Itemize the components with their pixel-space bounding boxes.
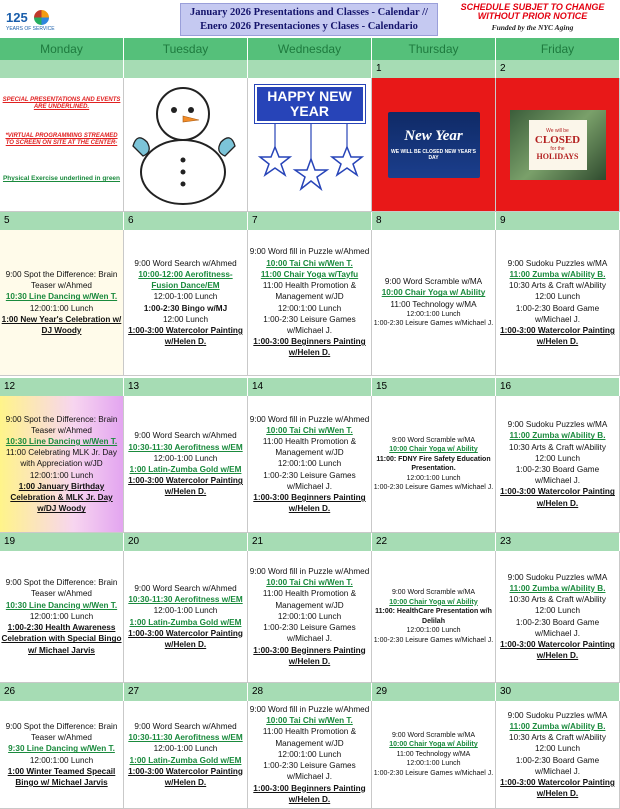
date-number: 22 — [372, 533, 496, 551]
activity-line: 1:00-3:00 Beginners Painting w/Helen D. — [253, 645, 366, 666]
activity-line: 11:00 Zumba w/Ability B. — [509, 583, 606, 593]
activity-line: 1:00-3:00 Watercolor Painting w/Helen D. — [128, 628, 243, 649]
day-cell — [0, 230, 124, 376]
activity-line: 9:00 Word Search w/Ahmed — [134, 431, 237, 441]
activity-line: 11:00 Health Promotion & Management w/JD — [262, 589, 357, 610]
weekday-tuesday: Tuesday — [124, 38, 248, 60]
week-4-date-row — [0, 533, 620, 551]
week-5-date-row — [0, 683, 620, 701]
activity-line: 1:00-3:00 Watercolor Painting w/Helen D. — [500, 777, 615, 799]
activity-line: 9:00 Word Search w/Ahmed — [134, 721, 237, 731]
week-2 — [0, 212, 620, 376]
activity-line: 12:00-1:00 Lunch — [153, 453, 218, 463]
activity-line: 9:00 Sudoku Puzzles w/MA — [507, 572, 608, 582]
day-cell — [372, 701, 496, 809]
activity-line: 9:00 Word fill in Puzzle w/Ahmed — [249, 705, 370, 715]
activity-line: 9:00 Sudoku Puzzles w/MA — [507, 710, 608, 720]
activity-line: 11:00: FDNY Fire Safety Education Presentation. — [376, 455, 491, 472]
new-year-card-subtitle: WE WILL BE CLOSED NEW YEAR'S DAY — [391, 149, 476, 161]
day-cell — [124, 551, 248, 683]
date-number: 29 — [372, 683, 496, 701]
day-cell — [0, 701, 124, 809]
week-3 — [0, 378, 620, 533]
logo-subtitle: YEARS OF SERVICE — [6, 26, 55, 32]
activity-line: 9:00 Word Scramble w/MA — [391, 436, 476, 444]
holidays-closed-card — [510, 110, 606, 180]
weekday-thursday: Thursday — [372, 38, 496, 60]
activity-line: 1:00-2:30 Leisure Games w/Michael J. — [263, 761, 356, 782]
activity-line: 9:00 Word Search w/Ahmed — [134, 258, 237, 268]
day-cell — [124, 396, 248, 533]
activity-line: 12:00:1:00 Lunch — [29, 611, 94, 621]
activity-line: 12:00:1:00 Lunch — [29, 470, 94, 480]
activity-line: 12:00:1:00 Lunch — [406, 760, 461, 768]
activity-line: 1:00-3:00 Beginners Painting w/Helen D. — [253, 783, 366, 804]
date-number: 1 — [372, 60, 496, 78]
date-number: 23 — [496, 533, 620, 551]
day-cell — [248, 551, 372, 683]
weekday-monday: Monday — [0, 38, 124, 60]
activity-line: 1:00-2:30 Leisure Games w/Michael J. — [373, 320, 494, 328]
date-number: 16 — [496, 378, 620, 396]
date-number: 27 — [124, 683, 248, 701]
activity-line: 9:00 Word Search w/Ahmed — [134, 583, 237, 593]
week-3-cells — [0, 396, 620, 533]
activity-line: 11:00 Health Promotion & Management w/JD — [262, 436, 357, 458]
notice-line-2: WITHOUT PRIOR NOTICE — [477, 11, 588, 21]
date-number — [0, 60, 124, 78]
activity-line: 12:00-1:00 Lunch — [153, 744, 218, 754]
date-number: 2 — [496, 60, 620, 78]
day-cell — [496, 230, 620, 376]
day-cell — [496, 396, 620, 533]
activity-line: 12:00-1:00 Lunch — [153, 292, 218, 302]
weekday-friday: Friday — [496, 38, 620, 60]
day-cell — [248, 701, 372, 809]
activity-line: 10:30 Arts & Craft w/Ability — [509, 733, 606, 743]
activity-line: 1:00 January Birthday Celebration & MLK Jr. Day w/DJ Woody — [10, 481, 113, 514]
activity-line: 12:00:1:00 Lunch — [406, 474, 461, 482]
activity-line: 11:00 Zumba w/Ability B. — [509, 269, 606, 279]
date-number: 21 — [248, 533, 372, 551]
activity-line: 9:00 Word Scramble w/MA — [391, 731, 476, 739]
activity-line: 9:00 Spot the Difference: Brain Teaser w/Ahmed — [5, 269, 118, 291]
date-number: 30 — [496, 683, 620, 701]
activity-line: 1:00-3:00 Watercolor Painting w/Helen D. — [128, 766, 243, 787]
date-number: 20 — [124, 533, 248, 551]
activity-line: 1:00-2:30 Leisure Games w/Michael J. — [373, 484, 494, 491]
activity-line: 12:00 Lunch — [534, 453, 581, 463]
day-cell — [372, 230, 496, 376]
activity-line: 11:00 Technology w/MA — [390, 299, 477, 309]
date-number: 19 — [0, 533, 124, 551]
hanging-stars-icon — [251, 123, 369, 203]
weekday-header — [0, 38, 620, 60]
snowman-cell — [124, 78, 248, 212]
activity-line: 10:00 Chair Yoga w/ Ability — [389, 741, 478, 749]
activity-line: 1:00-2:30 Leisure Games w/Michael J. — [373, 636, 494, 644]
activity-line: 11:00 Zumba w/Ability B. — [509, 431, 606, 441]
activity-line: 12:00:1:00 Lunch — [29, 303, 94, 313]
activity-line: 1:00-2:30 Board Game w/Michael J. — [515, 755, 600, 776]
date-number — [248, 60, 372, 78]
day-cell — [124, 701, 248, 809]
activity-line: 10:00 Chair Yoga w/ Ability — [389, 598, 478, 606]
activity-line: 9:00 Word Scramble w/MA — [391, 589, 476, 596]
activity-line: 12:00:1:00 Lunch — [406, 310, 461, 318]
weekday-wednesday: Wednesday — [248, 38, 372, 60]
week-1 — [0, 60, 620, 212]
new-years-day-closed-cell — [372, 78, 496, 212]
activity-line: 1:00 New Year's Celebration w/ DJ Woody — [1, 314, 122, 335]
activity-line: 10:30 Line Dancing w/Wen T. — [5, 600, 118, 610]
activity-line: 12:00-1:00 Lunch — [153, 606, 218, 616]
activity-line: 12:00:1:00 Lunch — [406, 627, 461, 634]
week-5 — [0, 683, 620, 809]
notice-line-1: SCHEDULE SUBJET TO CHANGE — [460, 2, 605, 12]
funding-note: Funded by the NYC Aging — [491, 23, 574, 32]
activity-line: 9:00 Sudoku Puzzles w/MA — [507, 258, 608, 268]
activity-line: 11:00: HealthCare Presentation w/h Delilah — [375, 608, 492, 625]
activity-line: 9:00 Word fill in Puzzle w/Ahmed — [249, 247, 370, 257]
day-cell — [372, 551, 496, 683]
date-number: 6 — [124, 212, 248, 230]
activity-line: 11:00 Health Promotion & Management w/JD — [262, 727, 357, 748]
activity-line: 1:00-2:30 Bingo w/MJ — [143, 303, 228, 313]
activity-line: 12:00 Lunch — [162, 314, 209, 324]
activity-line: 1:00-2:30 Leisure Games w/Michael J. — [373, 769, 494, 777]
activity-line: 1:00 Latin-Zumba Gold w/EM — [129, 465, 242, 474]
activity-line: 10:00 Tai Chi w/Wen T. — [266, 258, 353, 268]
activity-line: 10:00 Tai Chi w/Wen T. — [266, 716, 353, 726]
activity-line: 11:00 Celebrating MLK Jr. Day with Appreciation w/JD — [6, 448, 117, 469]
day-cell — [124, 230, 248, 376]
activity-line: 9:00 Spot the Difference: Brain Teaser w/Ahmed — [5, 578, 118, 599]
activity-line: 10:30 Arts & Craft w/Ability — [509, 281, 606, 291]
calendar-header — [0, 0, 620, 38]
activity-line: 1:00-3:00 Watercolor Painting w/Helen D. — [500, 487, 615, 508]
activity-line: 1:00-3:00 Beginners Painting w/Helen D. — [253, 337, 366, 358]
logo-emblem-icon — [34, 10, 49, 25]
activity-line: 1:00-3:00 Beginners Painting w/Helen D. — [253, 493, 366, 514]
activity-line: 9:00 Word fill in Puzzle w/Ahmed — [249, 567, 370, 577]
activity-line: 10:30 Line Dancing w/Wen T. — [5, 436, 118, 446]
date-number: 26 — [0, 683, 124, 701]
activity-line: 12:00:1:00 Lunch — [277, 303, 342, 313]
day-cell — [496, 551, 620, 683]
activity-line: 11:00 Technology w/MA — [396, 750, 471, 758]
week-1-date-row — [0, 60, 620, 78]
activity-line: 1:00-3:00 Watercolor Painting w/Helen D. — [128, 476, 243, 497]
activity-line: 1:00-3:00 Watercolor Painting w/Helen D. — [500, 325, 615, 347]
legend-physical-exercise: Physical Exercise underlined in green — [2, 175, 121, 182]
activity-line: 1:00-3:00 Watercolor Painting w/Helen D. — [500, 639, 615, 661]
activity-line: 1:00 Latin-Zumba Gold w/EM — [129, 617, 242, 627]
day-cell — [496, 701, 620, 809]
closed-sign-line-1: We will be — [546, 128, 569, 134]
activity-line: 10:00 Tai Chi w/Wen T. — [266, 578, 353, 588]
closed-sign-line-3: for the — [550, 146, 565, 152]
date-number: 28 — [248, 683, 372, 701]
closed-sign-line-4: HOLIDAYS — [536, 152, 579, 161]
activity-line: 9:00 Spot the Difference: Brain Teaser w/Ahmed — [5, 414, 118, 435]
activity-line: 1:00-2:30 Leisure Games w/Michael J. — [263, 314, 356, 335]
activity-line: 1:00-2:30 Board Game w/Michael J. — [515, 617, 600, 638]
legend-virtual: *VIRTUAL PROGRAMMING STREAMED TO SCREEN ON SITE AT THE CENTER- — [5, 133, 118, 146]
activity-line: 10:00 Chair Yoga w/ Ability — [389, 446, 478, 453]
activity-line: 12:00:1:00 Lunch — [277, 749, 342, 759]
activity-line: 9:00 Sudoku Puzzles w/MA — [507, 420, 608, 430]
day-cell — [0, 396, 124, 533]
activity-line: 1:00-2:30 Leisure Games w/Michael J. — [263, 470, 356, 491]
title-english: January 2026 Presentations and Classes - Calendar // — [190, 7, 428, 18]
closed-sign-line-2: CLOSED — [534, 134, 581, 146]
activity-line: 9:00 Word Scramble w/MA — [384, 277, 483, 287]
day-cell — [372, 396, 496, 533]
activity-line: 10:30-11:30 Aerofitness w/EM — [128, 595, 243, 605]
activity-line: 10:30-11:30 Aerofitness w/EM — [128, 733, 243, 743]
week-2-cells — [0, 230, 620, 376]
happy-new-year-cell — [248, 78, 372, 212]
activity-line: 9:30 Line Dancing w/Wen T. — [8, 744, 115, 754]
legend-cell — [0, 78, 124, 212]
activity-line: 10:00-12:00 Aerofitness- Fusion Dance/EM — [138, 269, 233, 291]
activity-line: 9:00 Spot the Difference: Brain Teaser w/Ahmed — [5, 721, 118, 743]
week-5-cells — [0, 701, 620, 809]
activity-line: 12:00:1:00 Lunch — [29, 755, 94, 765]
new-year-card-title: New Year — [404, 128, 463, 144]
activity-line: 1:00 Winter Teamed Specail Bingo w/ Michael Jarvis — [7, 766, 116, 787]
date-number: 7 — [248, 212, 372, 230]
activity-line: 10:30 Arts & Craft w/Ability — [509, 442, 606, 452]
activity-line: 12:00:1:00 Lunch — [277, 459, 342, 469]
date-number: 5 — [0, 212, 124, 230]
snowman-icon — [127, 80, 245, 210]
activity-line: 12:00 Lunch — [534, 606, 581, 616]
activity-line: 10:30-11:30 Aerofitness w/EM — [128, 442, 243, 452]
activity-line: 10:00 Chair Yoga w/ Ability — [381, 288, 486, 298]
date-number: 14 — [248, 378, 372, 396]
activity-line: 12:00:1:00 Lunch — [277, 611, 342, 621]
happy-new-year-banner: HAPPY NEW YEAR — [255, 85, 365, 123]
activity-line: 11:00 Health Promotion & Management w/JD — [262, 281, 357, 302]
week-3-date-row — [0, 378, 620, 396]
day-cell — [248, 396, 372, 533]
activity-line: 12:00 Lunch — [534, 744, 581, 754]
date-number: 9 — [496, 212, 620, 230]
activity-line: 1:00-2:30 Health Awareness Celebration with Special Bingo w/ Michael Jarvis — [1, 623, 122, 655]
holidays-closed-sign — [529, 120, 587, 170]
date-number: 12 — [0, 378, 124, 396]
week-4 — [0, 533, 620, 683]
activity-line: 11:00 Chair Yoga w/Tayfu — [260, 269, 359, 279]
week-1-cells — [0, 78, 620, 212]
organization-logo — [6, 4, 55, 36]
date-number: 8 — [372, 212, 496, 230]
activity-line: 10:30 Line Dancing w/Wen T. — [5, 292, 118, 302]
activity-line: 1:00 Latin-Zumba Gold w/EM — [129, 755, 242, 765]
legend-special-events: SPECIAL PRESENTATIONS AND EVENTS ARE UNDERLINED. — [2, 97, 121, 110]
date-number: 13 — [124, 378, 248, 396]
new-year-closed-card — [388, 112, 480, 178]
date-number: 15 — [372, 378, 496, 396]
day-cell — [0, 551, 124, 683]
week-4-cells — [0, 551, 620, 683]
activity-line: 10:00 Tai Chi w/Wen T. — [266, 425, 353, 435]
activity-line: 1:00-2:30 Leisure Games w/Michael J. — [263, 623, 356, 644]
calendar-title — [180, 3, 438, 36]
activity-line: 10:30 Arts & Craft w/Ability — [509, 595, 606, 605]
schedule-notice — [450, 3, 615, 32]
activity-line: 12:00 Lunch — [534, 292, 581, 302]
activity-line: 9:00 Word fill in Puzzle w/Ahmed — [249, 414, 370, 424]
activity-line: 1:00-2:30 Board Game w/Michael J. — [515, 465, 600, 486]
week-2-date-row — [0, 212, 620, 230]
logo-number: 125 — [6, 10, 28, 25]
day-cell — [248, 230, 372, 376]
holidays-closed-cell — [496, 78, 620, 212]
activity-line: 1:00-3:00 Watercolor Painting w/Helen D. — [128, 325, 243, 347]
title-spanish: Enero 2026 Presentaciones y Clases - Calendario — [200, 21, 418, 32]
date-number — [124, 60, 248, 78]
activity-line: 1:00-2:30 Board Game w/Michael J. — [515, 303, 600, 324]
activity-line: 11:00 Zumba w/Ability B. — [509, 721, 606, 731]
